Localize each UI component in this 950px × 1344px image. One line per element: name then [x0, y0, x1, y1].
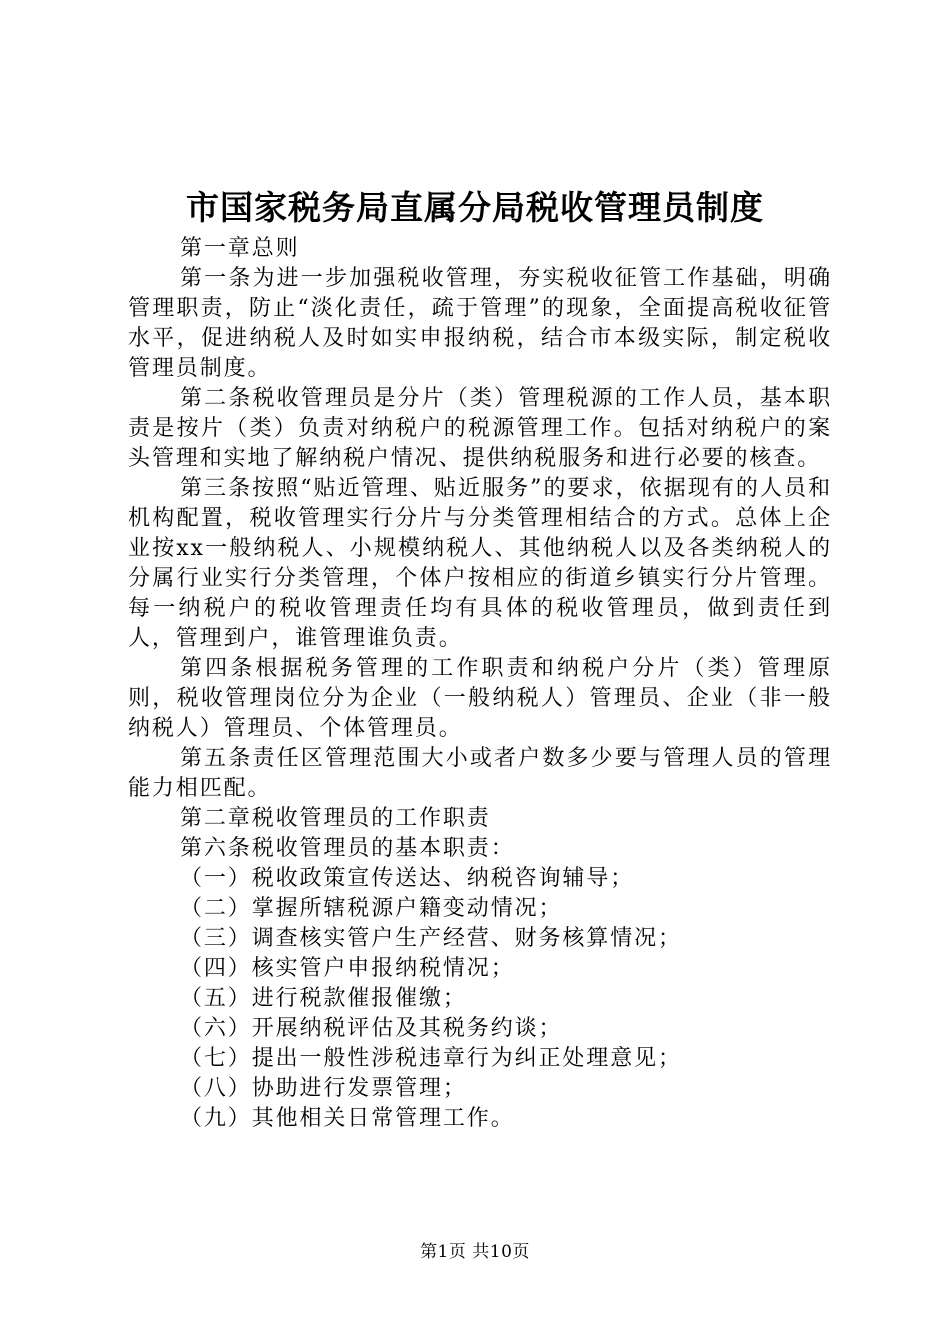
list-item: （九）其他相关日常管理工作。 [180, 1106, 515, 1131]
list-item: （二）掌握所辖税源户籍变动情况； [180, 896, 563, 921]
list-item: （六）开展纳税评估及其税务约谈； [180, 1016, 563, 1041]
article-paragraph: 第五条责任区管理范围大小或者户数多少要与管理人员的管理能力相匹配。 [128, 746, 832, 801]
list-item: （一）税收政策宣传送达、纳税咨询辅导； [180, 866, 635, 891]
chapter-heading: 第二章税收管理员的工作职责 [180, 806, 491, 831]
list-item: （四）核实管户申报纳税情况； [180, 956, 515, 981]
article-paragraph: 第一条为进一步加强税收管理，夯实税收征管工作基础，明确管理职责，防止“淡化责任，疏于管理”的现象，全面提高税收征管水平，促进纳税人及时如实申报纳税，结合市本级实际，制定税收管理员制度。 [128, 266, 832, 381]
list-item: （三）调查核实管户生产经营、财务核算情况； [180, 926, 682, 951]
list-item: （七）提出一般性涉税违章行为纠正处理意见； [180, 1046, 682, 1071]
article-paragraph: 第二条税收管理员是分片（类）管理税源的工作人员，基本职责是按片（类）负责对纳税户的税源管理工作。包括对纳税户的案头管理和实地了解纳税户情况、提供纳税服务和进行必要的核查。 [128, 386, 832, 471]
article-paragraph: 第三条按照“贴近管理、贴近服务”的要求，依据现有的人员和机构配置，税收管理实行分片与分类管理相结合的方式。总体上企业按xx一般纳税人、小规模纳税人、其他纳税人以及各类纳税人的分属行业实行分类管理，个体户按相应的街道乡镇实行分片管理。每一纳税户的税收管理责任均有具体的税收管理员，做到责任到人，管理到户，谁管理谁负责。 [128, 476, 832, 651]
list-item: （五）进行税款催报催缴； [180, 986, 467, 1011]
list-item: （八）协助进行发票管理； [180, 1076, 467, 1101]
chapter-heading: 第一章总则 [180, 236, 300, 261]
page-number-footer: 第1页 共10页 [420, 1242, 530, 1262]
document-title: 市国家税务局直属分局税收管理员制度 [186, 188, 764, 227]
article-paragraph: 第四条根据税务管理的工作职责和纳税户分片（类）管理原则，税收管理岗位分为企业（一般纳税人）管理员、企业（非一般纳税人）管理员、个体管理员。 [128, 656, 832, 741]
document-body [128, 234, 832, 1134]
article-paragraph: 第六条税收管理员的基本职责： [180, 836, 515, 861]
